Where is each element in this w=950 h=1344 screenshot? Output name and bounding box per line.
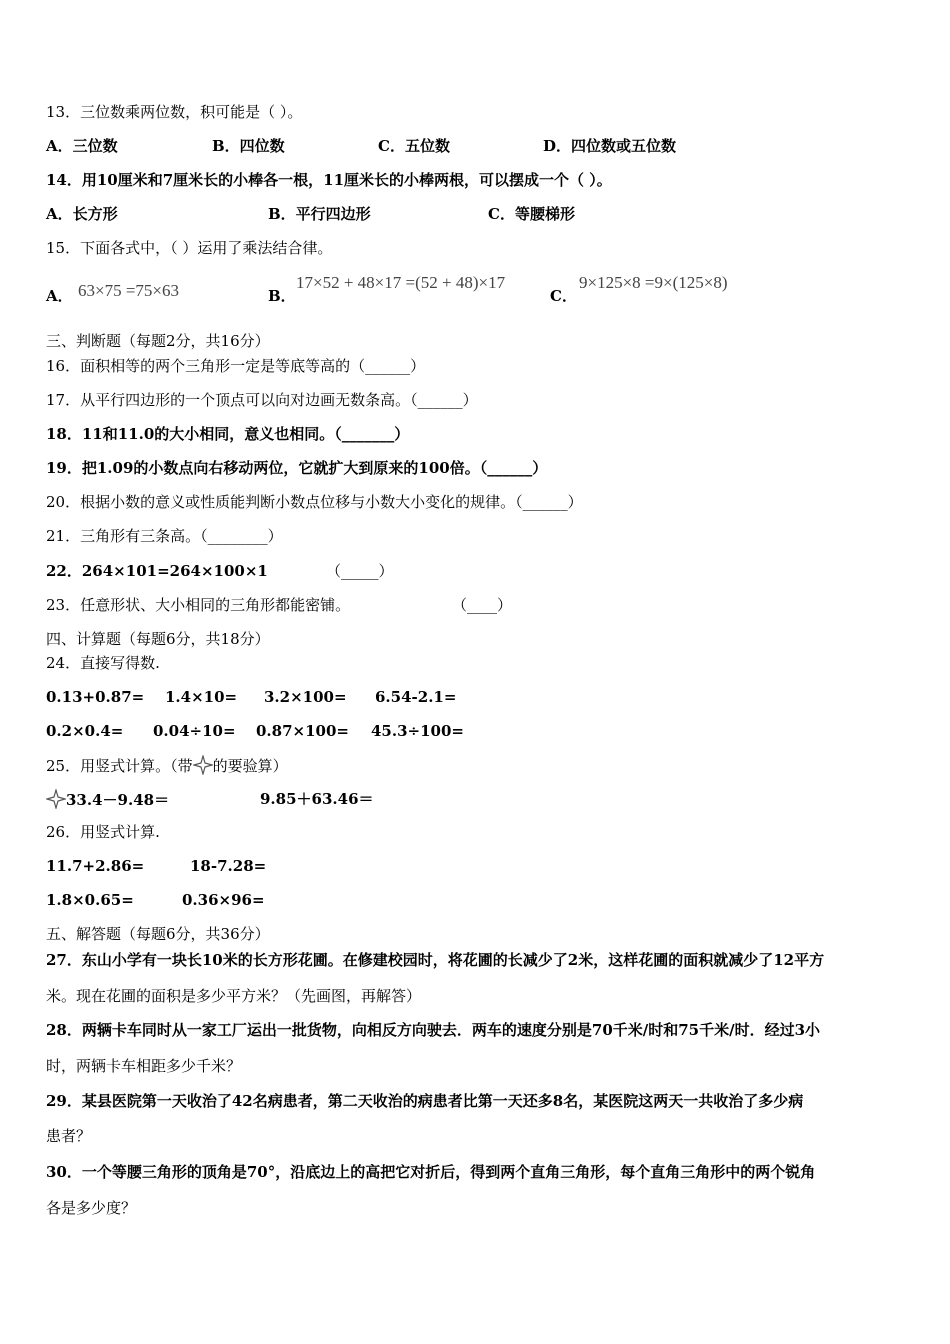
q13-option-a: A．三位数 — [46, 137, 118, 155]
question-27-line-1: 27．东山小学有一块长10米的长方形花圃。在修建校园时，将花圃的长减少了2米，这样花圃的面积就减少了12平方 — [46, 951, 825, 969]
q15-option-b-letter: B． — [268, 287, 296, 305]
section-5-heading: 五、解答题（每题6分，共36分） — [46, 925, 270, 943]
question-17: 17．从平行四边形的一个顶点可以向对边画无数条高。（______） — [46, 391, 478, 409]
q13-option-c: C．五位数 — [378, 137, 450, 155]
q25-item-1 — [46, 789, 169, 810]
question-22-blank: （_____） — [326, 562, 394, 580]
question-29-line-2: 患者？ — [46, 1127, 92, 1145]
q15-option-a-letter: A． — [46, 287, 73, 305]
question-22-stem: 22．264×101=264×100×1 — [46, 562, 268, 580]
q24-r1-c3: 3.2×100= — [264, 688, 347, 706]
question-18: 18．11和11.0的大小相同，意义也相同。（_______） — [46, 425, 410, 443]
q26-r1-c2: 18-7.28= — [190, 857, 267, 875]
q26-r2-c1: 1.8×0.65= — [46, 891, 134, 909]
star-icon — [46, 789, 66, 809]
question-21: 21．三角形有三条高。（________） — [46, 527, 283, 545]
question-20: 20．根据小数的意义或性质能判断小数点位移与小数大小变化的规律。（______） — [46, 493, 583, 511]
question-23-blank: （____） — [452, 596, 513, 614]
q15-option-c-expr: 9×125×8 =9×(125×8) — [579, 273, 728, 292]
q24-r2-c1: 0.2×0.4= — [46, 722, 124, 740]
question-26-stem: 26．用竖式计算. — [46, 823, 160, 841]
question-28-line-2: 时，两辆卡车相距多少千米？ — [46, 1057, 242, 1075]
question-15-stem: 15．下面各式中，（ ）运用了乘法结合律。 — [46, 239, 333, 257]
q25-item-1-text: 33.4－9.48＝ — [66, 791, 170, 809]
question-27-line-2: 米。现在花圃的面积是多少平方米？（先画图，再解答） — [46, 987, 422, 1005]
section-3-heading: 三、判断题（每题2分，共16分） — [46, 332, 270, 350]
section-4-heading: 四、计算题（每题6分，共18分） — [46, 630, 270, 648]
q14-option-a: A．长方形 — [46, 205, 118, 223]
question-28-line-1: 28．两辆卡车同时从一家工厂运出一批货物，向相反方向驶去．两车的速度分别是70千米/时和75千米/时．经过3小 — [46, 1021, 821, 1039]
q15-option-a-expr: 63×75 =75×63 — [78, 281, 180, 300]
q24-r2-c3: 0.87×100= — [256, 722, 349, 740]
question-23-stem: 23．任意形状、大小相同的三角形都能密铺。 — [46, 596, 351, 614]
question-19: 19．把1.09的小数点向右移动两位，它就扩大到原来的100倍。（______） — [46, 459, 548, 477]
q24-r1-c1: 0.13+0.87= — [46, 688, 145, 706]
q24-r1-c2: 1.4×10= — [165, 688, 238, 706]
star-icon — [193, 755, 213, 775]
question-30-line-2: 各是多少度？ — [46, 1199, 137, 1217]
q13-option-b: B．四位数 — [212, 137, 285, 155]
q15-option-c-letter: C． — [550, 287, 577, 305]
q15-option-b-expr: 17×52 + 48×17 =(52 + 48)×17 — [296, 273, 506, 292]
question-13-stem: 13．三位数乘两位数，积可能是（ ）。 — [46, 103, 303, 121]
question-30-line-1: 30．一个等腰三角形的顶角是70°，沿底边上的高把它对折后，得到两个直角三角形，每个直角三角形中的两个锐角 — [46, 1163, 816, 1181]
q25-stem-before: 25．用竖式计算。（带 — [46, 757, 193, 775]
q25-item-2: 9.85＋63.46＝ — [260, 790, 374, 808]
q24-r2-c4: 45.3÷100= — [371, 722, 464, 740]
question-24-stem: 24．直接写得数. — [46, 654, 160, 672]
q14-option-b: B．平行四边形 — [268, 205, 371, 223]
q26-r1-c1: 11.7+2.86= — [46, 857, 145, 875]
q24-r1-c4: 6.54-2.1= — [375, 688, 457, 706]
q13-option-d: D．四位数或五位数 — [543, 137, 677, 155]
q26-r2-c2: 0.36×96= — [182, 891, 265, 909]
question-25-stem — [46, 755, 288, 776]
question-29-line-1: 29．某县医院第一天收治了42名病患者，第二天收治的病患者比第一天还多8名，某医院这两天一共收治了多少病 — [46, 1092, 804, 1110]
q14-option-c: C．等腰梯形 — [488, 205, 575, 223]
question-16: 16．面积相等的两个三角形一定是等底等高的（______） — [46, 357, 426, 375]
q25-stem-after: 的要验算） — [212, 757, 288, 775]
question-14-stem: 14．用10厘米和7厘米长的小棒各一根，11厘米长的小棒两根，可以摆成一个（ ）。 — [46, 171, 612, 189]
q24-r2-c2: 0.04÷10= — [153, 722, 236, 740]
